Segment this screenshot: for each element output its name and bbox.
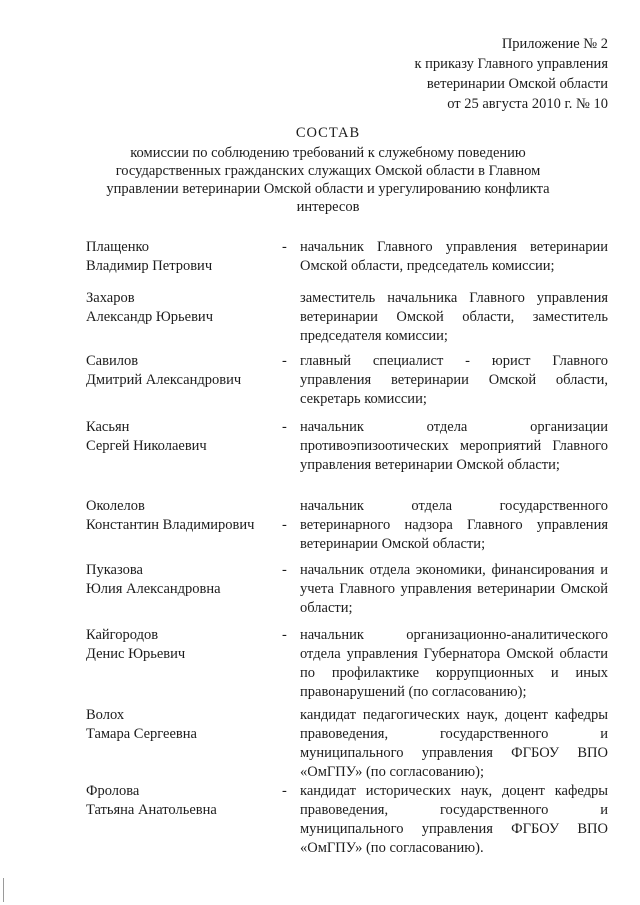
member-name bbox=[86, 782, 217, 820]
member-given-name: Денис Юрьевич bbox=[86, 646, 186, 662]
subtitle-line: интересов bbox=[296, 199, 360, 215]
member-dash: - bbox=[282, 783, 287, 799]
member-dash: - bbox=[282, 353, 287, 369]
member-given-name: Константин Владимирович bbox=[86, 517, 255, 533]
member-name bbox=[86, 497, 254, 535]
subtitle-line: управлении ветеринарии Омской области и урегулированию конфликта bbox=[106, 181, 550, 197]
member-name bbox=[86, 561, 221, 599]
appendix-block bbox=[415, 34, 609, 114]
member-role: начальник отдела экономики, финансирования и учета Главного управления ветеринарии Омской области; bbox=[300, 562, 608, 616]
member-surname: Савилов bbox=[86, 353, 139, 369]
member-role: главный специалист - юрист Главного управления ветеринарии Омской области, секретарь комиссии; bbox=[300, 353, 608, 407]
member-role: начальник отдела государственного ветеринарного надзора Главного управления ветеринарии Омской области; bbox=[300, 498, 608, 552]
appendix-number: Приложение № 2 bbox=[501, 36, 608, 52]
member-given-name: Александр Юрьевич bbox=[86, 309, 213, 325]
appendix-order-ref: к приказу Главного управления bbox=[414, 56, 608, 72]
member-surname: Захаров bbox=[86, 290, 135, 306]
member-dash: - bbox=[282, 419, 287, 435]
member-dash: - bbox=[282, 562, 287, 578]
member-given-name: Татьяна Анатольевна bbox=[86, 802, 217, 818]
member-dash: - bbox=[282, 517, 287, 533]
member-dash: - bbox=[282, 627, 287, 643]
member-name bbox=[86, 238, 212, 276]
member-dash: - bbox=[282, 239, 287, 255]
scan-edge-mark bbox=[3, 878, 4, 902]
member-surname: Околелов bbox=[86, 498, 145, 514]
subtitle-line: комиссии по соблюдению требований к служебному поведению bbox=[130, 145, 526, 161]
document-subtitle bbox=[100, 144, 556, 216]
member-role: начальник Главного управления ветеринарии Омской области, председатель комиссии; bbox=[300, 239, 608, 274]
member-surname: Пуказова bbox=[86, 562, 143, 578]
member-surname: Фролова bbox=[86, 783, 140, 799]
member-name bbox=[86, 626, 185, 664]
member-role: заместитель начальника Главного управления ветеринарии Омской области, заместитель председателя комиссии; bbox=[300, 290, 608, 344]
member-name bbox=[86, 418, 207, 456]
member-role: начальник отдела организации противоэпизоотических мероприятий Главного управления ветеринарии Омской области; bbox=[300, 419, 608, 473]
appendix-date: от 25 августа 2010 г. № 10 bbox=[447, 96, 608, 112]
member-given-name: Владимир Петрович bbox=[86, 258, 213, 274]
member-role: кандидат педагогических наук, доцент кафедры правоведения, государственного и муниципального управления ФГБОУ ВПО «ОмГПУ» (по согласованию); bbox=[300, 707, 608, 780]
member-surname: Касьян bbox=[86, 419, 130, 435]
member-given-name: Сергей Николаевич bbox=[86, 438, 207, 454]
appendix-authority: ветеринарии Омской области bbox=[426, 76, 608, 92]
member-name bbox=[86, 352, 241, 390]
member-role: кандидат исторических наук, доцент кафедры правоведения, государственного и муниципального управления ФГБОУ ВПО «ОмГПУ» (по согласованию). bbox=[300, 783, 608, 856]
subtitle-line: государственных гражданских служащих Омской области в Главном bbox=[115, 163, 541, 179]
member-surname: Волох bbox=[86, 707, 125, 723]
member-surname: Плащенко bbox=[86, 239, 150, 255]
member-given-name: Тамара Сергеевна bbox=[86, 726, 197, 742]
member-given-name: Дмитрий Александрович bbox=[86, 372, 242, 388]
member-name bbox=[86, 706, 197, 744]
member-role: начальник организационно-аналитического отдела управления Губернатора Омской области по профилактике коррупционных и иных правонарушений (по согласованию); bbox=[300, 627, 608, 700]
document-heading: СОСТАВ bbox=[295, 125, 361, 141]
member-given-name: Юлия Александровна bbox=[86, 581, 221, 597]
member-surname: Кайгородов bbox=[86, 627, 159, 643]
member-name bbox=[86, 289, 213, 327]
